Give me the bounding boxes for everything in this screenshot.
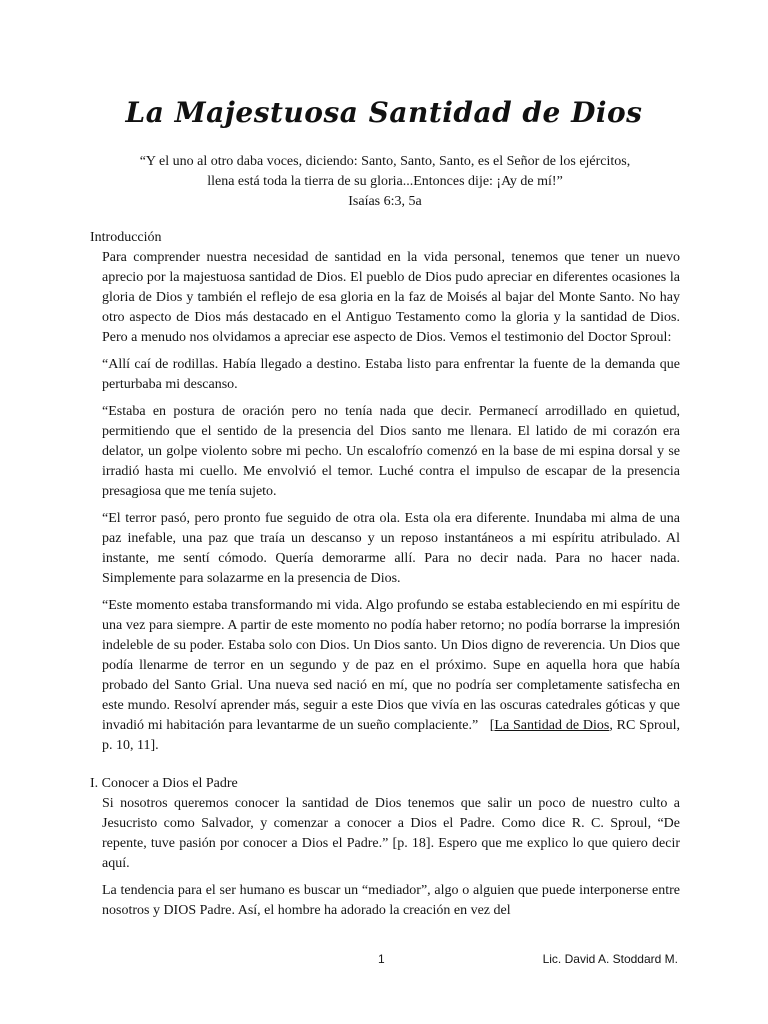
quote-paragraph-2: “Estaba en postura de oración pero no tenía nada que decir. Permanecí arrodillado en quietud, permitiendo que el sentido de la presencia del Dios santo me llenara. El latido de mi corazón era delator, un golpe violento sobre mi pecho. Un escalofrío comenzó en la base de mi espina dorsal y se irradió hasta mi cuello. Me envolvió el temor. Luché contra el impulso de escapar de la presencia presagiosa que me tenía sujeto. bbox=[102, 404, 680, 499]
citation-book-title: La Santidad de Dios bbox=[494, 718, 610, 733]
page-number: 1 bbox=[378, 952, 385, 966]
page-title: La Majestuosa Santidad de Dios bbox=[125, 96, 643, 129]
epigraph-reference: Isaías 6:3, 5a bbox=[348, 194, 422, 209]
introduction-paragraph: Para comprender nuestra necesidad de santidad en la vida personal, tenemos que tener un nuevo aprecio por la majestuosa santidad de Dios. El pueblo de Dios pudo apreciar en diferentes ocasiones la gloria de Dios y también el reflejo de esa gloria en la faz de Moisés al bajar del Monte Santo. No hay otro aspecto de Dios más destacado en el Antiguo Testamento como la gloria y la santidad de Dios. Pero a menudo nos olvidamos a apreciar ese aspecto de Dios. Vemos el testimonio del Doctor Sproul: bbox=[102, 250, 680, 345]
citation-open: [ bbox=[489, 718, 495, 733]
epigraph-line-2: llena está toda la tierra de su gloria...Entonces dije: ¡Ay de mí!” bbox=[207, 174, 563, 189]
section-1-paragraph-2: La tendencia para el ser humano es buscar un “mediador”, algo o alguien que puede interponerse entre nosotros y DIOS Padre. Así, el hombre ha adorado la creación en vez del bbox=[102, 883, 680, 918]
document-body bbox=[90, 228, 680, 928]
section-1-heading: I. Conocer a Dios el Padre bbox=[90, 776, 238, 791]
page-footer bbox=[0, 952, 768, 972]
introduction-heading: Introducción bbox=[90, 230, 162, 245]
epigraph-line-1: “Y el uno al otro daba voces, diciendo: Santo, Santo, Santo, es el Señor de los ejércitos, bbox=[139, 154, 631, 169]
epigraph bbox=[90, 152, 680, 212]
citation-rest: , RC Sproul, p. 10, 11]. bbox=[102, 718, 681, 753]
quote-paragraph-1: “Allí caí de rodillas. Había llegado a destino. Estaba listo para enfrentar la fuente de la demanda que perturbaba mi descanso. bbox=[102, 357, 680, 392]
quote-paragraph-3: “El terror pasó, pero pronto fue seguido de otra ola. Esta ola era diferente. Inundaba mi alma de una paz inefable, una paz que traía un descanso y un reposo instantáneos a mi espíritu atribulado. Al instante, me sentí cómodo. Quería demorarme allí. Para no decir nada. Para no hacer nada. Simplemente para solazarme en la presencia de Dios. bbox=[102, 511, 680, 586]
section-1-paragraph-1: Si nosotros queremos conocer la santidad de Dios tenemos que salir un poco de nuestro culto a Jesucristo como Salvador, y comenzar a conocer a Dios el Padre. Como dice R. C. Sproul, “De repente, tuve pasión por conocer a Dios el Padre.” [p. 18]. Espero que me explico lo que quiero decir aquí. bbox=[102, 796, 680, 871]
quote-paragraph-4 bbox=[102, 596, 680, 756]
author-credit: Lic. David A. Stoddard M. bbox=[542, 952, 678, 966]
quote-4-text: “Este momento estaba transformando mi vida. Algo profundo se estaba estableciendo en mi espíritu de una vez para siempre. A partir de este momento no podía haber retorno; no podía borrarse la impresión indeleble de su poder. Estaba solo con Dios. Un Dios santo. Un Dios digno de reverencia. Un Dios que podía llenarme de terror en un segundo y de paz en el próximo. Supe en aquella hora que había probado del Santo Grial. Una nueva sed nació en mí, que no podría ser completamente satisfecha en este mundo. Resolví aprender más, seguir a este Dios que vivía en las oscuras catedrales góticas y que invadió mi habitación para levantarme de un sueño complaciente.” bbox=[102, 598, 680, 733]
